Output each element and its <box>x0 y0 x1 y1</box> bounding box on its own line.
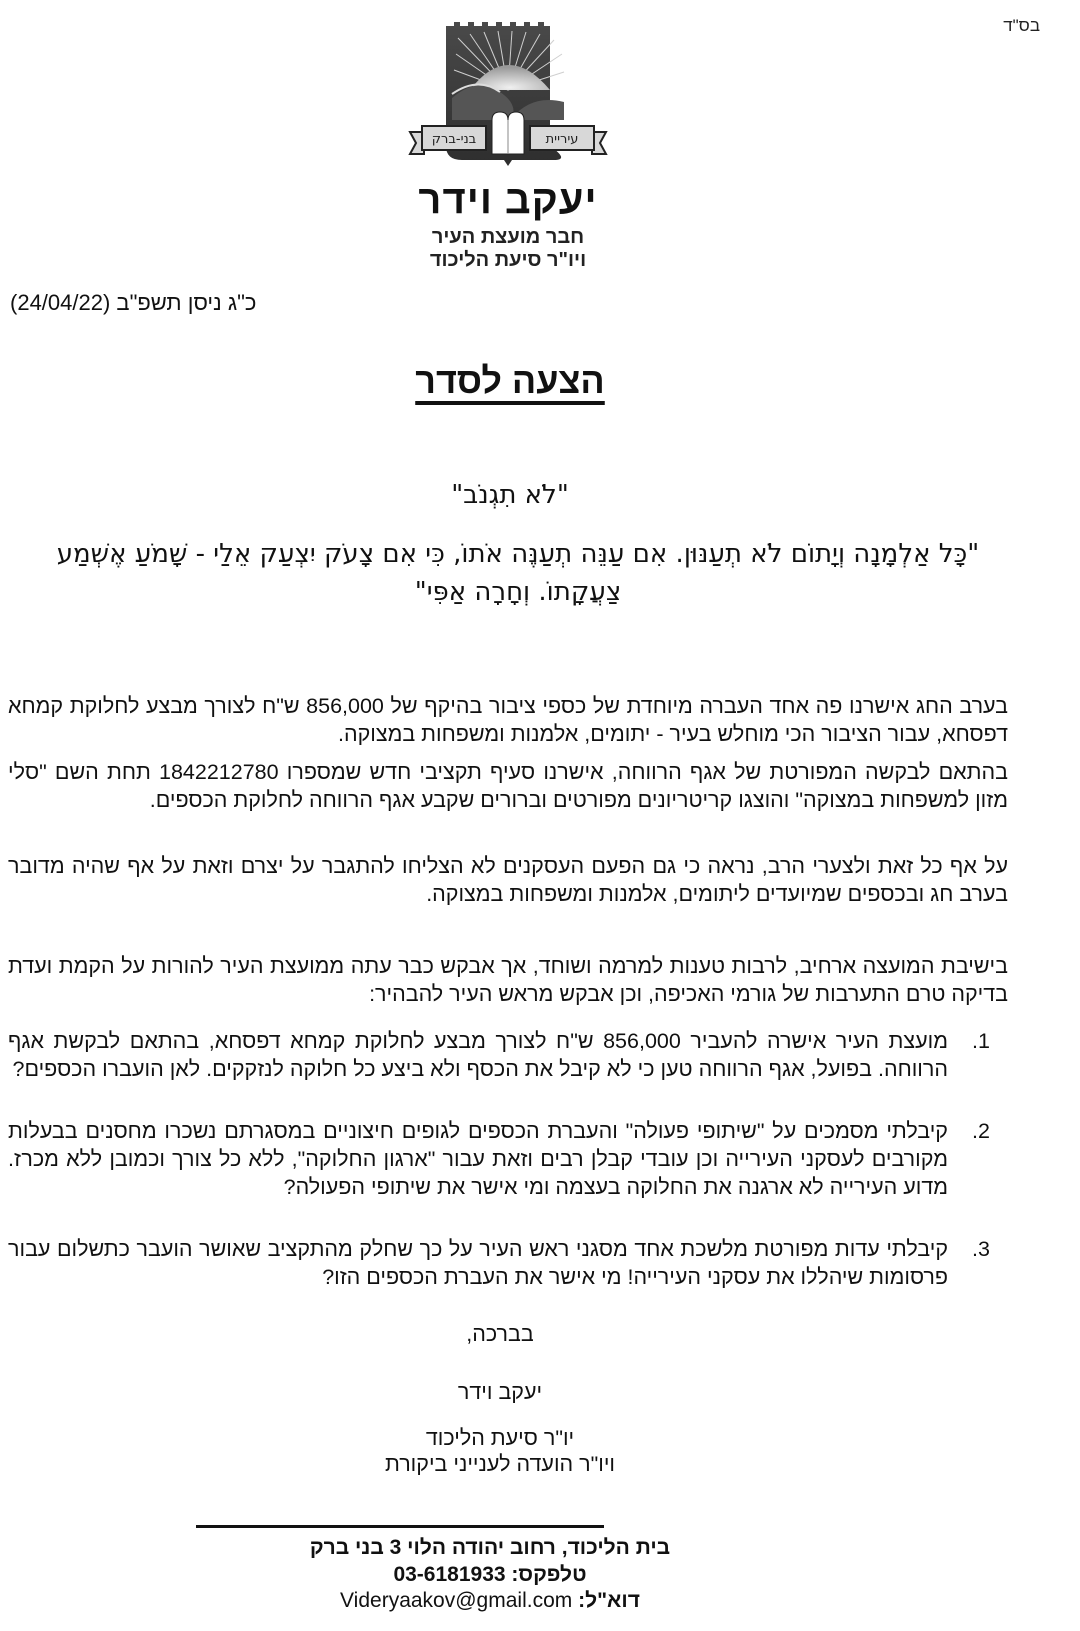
footer-phone-label: טלפקס: <box>511 1563 587 1586</box>
question-list-3 <box>8 1235 1008 1291</box>
logo-banner-right: עיריית <box>545 132 579 147</box>
bsd-header-mark: בס"ד <box>1003 16 1040 35</box>
question-list-2 <box>8 1117 1008 1201</box>
footer-phone-number: 03-6181933 <box>393 1563 506 1586</box>
paragraph-1: בערב החג אישרנו פה אחד העברה מיוחדת של כספי ציבור בהיקף של 856,000 ש"ח לצורך מבצע לחלוקת קמחא דפסחא, עבור הציבור הכי מוחלש בעיר - יתומים, אלמנות ומשפחות במצוקה. <box>8 694 1009 746</box>
list-item-text: קיבלתי עדות מפורטת מלשכת אחד מסגני ראש העיר על כך שחלק מהתקציב שאושר הועבר כתשלום עבור פרסומות שיהללו את עסקני העירייה! מי אישר את העברת הכספים הזו? <box>8 1237 948 1289</box>
logo-banner-left: בני-ברק <box>431 132 477 147</box>
list-item-text: מועצת העיר אישרה להעביר 856,000 ש"ח לצורך מבצע לחלוקת קמחא דפסחא, בהתאם לבקשת אגף הרווחה. בפועל, אגף הרווחה טען כי לא קיבל את הכסף ולא ביצע כל חלוקה לנזקקים. לאן הועברו הכספים? <box>8 1029 948 1081</box>
paragraph-2: בהתאם לבקשה המפורטת של אגף הרווחה, אישרנו סעיף תקציבי חדש שמספרו 1842212780 תחת השם "סלי מזון למשפחות במצוקה" והוצגו קריטריונים מפורטים וברורים שקבע אגף הרווחה לחלוקת הכספים. <box>8 760 1008 812</box>
footer-phone <box>0 1563 980 1587</box>
list-item-number: 3. <box>972 1237 990 1261</box>
question-list-1 <box>8 1027 1008 1083</box>
signature-role-1: יו"ר סיעת הליכוד <box>425 1426 575 1450</box>
footer-divider <box>196 1525 604 1528</box>
header-role-line2: ויו"ר סיעת הליכוד <box>429 249 587 271</box>
page-title-text: הצעה לסדר <box>415 360 605 401</box>
footer-email <box>0 1589 980 1613</box>
verse-quote: "כָּל אַלְמָנָה וְיָתוֹם לֹא תְעַנּוּן. אִם עַנֵּה תְעַנֶּה אֹתוֹ, כִּי אִם צָעֹק יִצְעַק אֵלַי - שָׁמֹעַ אֶשְׁמַע צַעֲקָתוֹ. וְחָרָה אַפִּי" <box>56 539 980 607</box>
list-item-number: 2. <box>972 1119 990 1143</box>
list-item-number: 1. <box>972 1029 990 1053</box>
signature-role-2: ויו"ר הועדה לענייני ביקורת <box>384 1452 615 1476</box>
footer-email-label: דוא"ל: <box>578 1589 640 1612</box>
footer-email-address[interactable]: Videryaakov@gmail.com <box>340 1589 573 1612</box>
header-role-line1: חבר מועצת העיר <box>431 226 585 248</box>
signature-name: יעקב וידר <box>457 1380 543 1404</box>
paragraph-3: על אף כל זאת ולצערי הרב, נראה כי גם הפעם העסקנים לא הצליחו להתגבר על יצרם וזאת על אף שהיה מדובר בערב חג ובכספים שמיועדים ליתומים, אלמנות ומשפחות במצוקה. <box>8 854 1008 906</box>
list-item <box>8 1117 1008 1201</box>
list-item <box>8 1027 1008 1083</box>
list-item-text: קיבלתי מסמכים על "שיתופי פעולה" והעברת הכספים לגופים חיצוניים במסגרתם נשכרו מחסנים בבעלות מקורבים לעסקני העירייה וכן עובדי קבלן רבים וזאת עבור "ארגון החלוקה", ללא כל צורך וכמובן ללא מכרז. מדוע העירייה לא ארגנה את החלוקה בעצמה ומי אישר את שיתופי הפעולה? <box>8 1119 948 1199</box>
footer-address: בית הליכוד, רחוב יהודה הלוי 3 בני ברק <box>309 1536 671 1559</box>
bnei-brak-city-emblem-icon <box>408 20 608 170</box>
list-item <box>8 1235 1008 1291</box>
document-date: כ"ג ניסן תשפ"ב (24/04/22) <box>10 290 257 315</box>
closing-greeting: בברכה, <box>466 1322 534 1346</box>
city-emblem-logo <box>408 20 608 170</box>
verse-title: "לֹא תִגְנֹב" <box>451 480 569 510</box>
paragraph-4: בישיבת המועצה ארחיב, לרבות טענות למרמה ושוחד, אך אבקש כבר עתה ממועצת העיר להורות על הקמת ועדת בדיקה טרם התערבות של גורמי האכיפה, וכן אבקש מראש העיר להבהיר: <box>8 954 1008 1006</box>
header-name: יעקב וידר <box>418 178 598 222</box>
page-title <box>0 360 1020 402</box>
